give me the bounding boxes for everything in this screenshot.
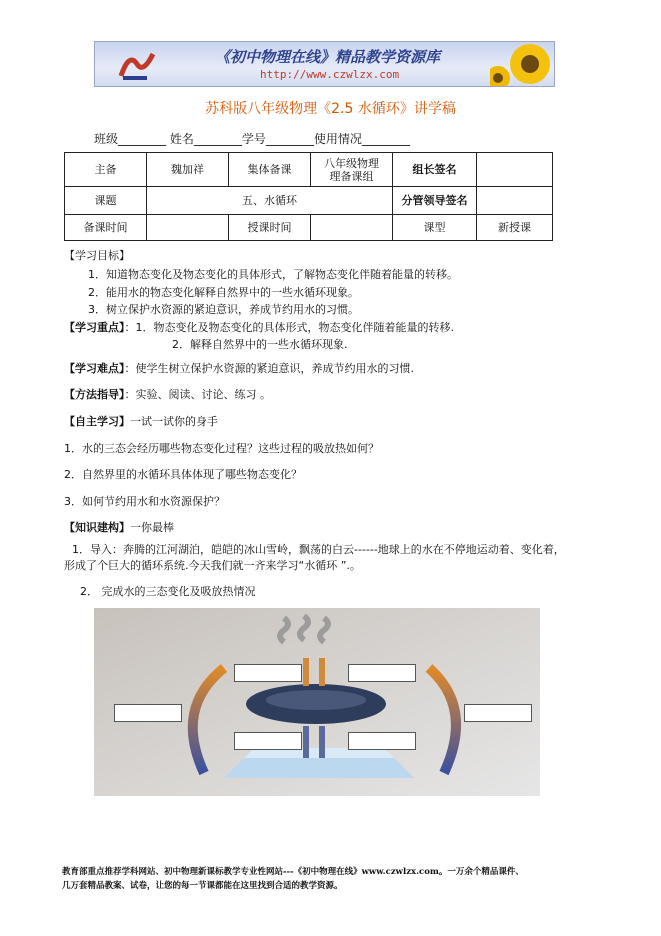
self-study-section [64, 415, 218, 429]
table-row [65, 215, 553, 241]
task-item: 2． 完成水的三态变化及吸放热情况 [80, 585, 256, 598]
student-info-line: 班级________ 姓名________学号________使用情况________ [94, 132, 410, 146]
page-footer [62, 865, 602, 893]
table-cell: 主备 [65, 153, 147, 187]
intro-paragraph: 形成了个巨大的循环系统.今天我们就一齐来学习“水循环 ”.。 [64, 559, 361, 572]
lesson-info-table [64, 152, 553, 241]
table-cell: 分管领导签名 [393, 187, 477, 215]
key-points-header: 【学习重点】 [64, 321, 125, 334]
logo-icon [117, 46, 157, 82]
question-item: 1．水的三态会经历哪些物态变化过程？这些过程的吸放热如何？ [64, 442, 379, 455]
self-study-header: 【自主学习】 [64, 415, 130, 428]
document-title: 苏科版八年级物理《2.5 水循环》讲学稿 [205, 101, 456, 117]
question-item: 3．如何节约用水和水资源保护？ [64, 495, 225, 508]
answer-box[interactable] [234, 664, 302, 682]
knowledge-text: 一你最棒 [130, 521, 174, 534]
difficulty-header: 【学习难点】 [64, 362, 125, 375]
intro-paragraph: 1．导入：奔腾的江河湖泊，皑皑的冰山雪岭，飘荡的白云------地球上的水在不停地运动着、变化着， [72, 543, 565, 556]
table-cell: 魏加祥 [147, 153, 229, 187]
table-cell: 集体备课 [229, 153, 311, 187]
goal-item: 1．知道物态变化及物态变化的具体形式，了解物态变化伴随着能量的转移。 [88, 268, 458, 281]
table-cell: 课题 [65, 187, 147, 215]
goals-header: 【学习目标】 [64, 249, 130, 262]
question-item: 2．自然界里的水循环具体体现了哪些物态变化？ [64, 468, 302, 481]
key-points-text: ：1．物态变化及物态变化的具体形式，物态变化伴随着能量的转移. [124, 321, 454, 334]
knowledge-header: 【知识建构】 [64, 521, 130, 534]
table-cell: 五、水循环 [147, 187, 393, 215]
footer-line: 教育部重点推荐学科网站、初中物理新课标教学专业性网站---《初中物理在线》www.czwlzx.com。一万余个精品课件、 [62, 867, 524, 877]
method-text: ：实验、阅读、讨论、练习 。 [124, 388, 271, 401]
water-cycle-illustration [94, 608, 540, 796]
table-row [65, 153, 553, 187]
header-banner [94, 41, 555, 87]
answer-box[interactable] [234, 732, 302, 750]
answer-box[interactable] [348, 732, 416, 750]
difficulty-section [64, 362, 414, 376]
key-points-section [64, 321, 454, 335]
key-points-line: 2．解释自然界中的一些水循环现象. [172, 338, 348, 351]
answer-box[interactable] [348, 664, 416, 682]
answer-box[interactable] [464, 704, 532, 722]
table-cell: 课型 [393, 215, 477, 241]
table-cell: 组长签名 [393, 153, 477, 187]
self-study-text: 一试一试你的身手 [130, 415, 218, 428]
knowledge-section [64, 521, 174, 535]
table-cell: 新授课 [477, 215, 553, 241]
table-cell [477, 153, 553, 187]
sunflower-icon [490, 42, 554, 86]
method-section [64, 388, 271, 402]
banner-title: 《初中物理在线》精品教学资源库 [215, 48, 441, 66]
table-cell: 八年级物理 理备课组 [311, 153, 393, 187]
table-cell [311, 215, 393, 241]
table-row [65, 187, 553, 215]
table-cell [477, 187, 553, 215]
goal-item: 3．树立保护水资源的紧迫意识，养成节约用水的习惯。 [88, 303, 359, 316]
water-cycle-diagram [94, 608, 540, 796]
table-cell: 备课时间 [65, 215, 147, 241]
goal-item: 2．能用水的物态变化解释自然界中的一些水循环现象。 [88, 286, 359, 299]
method-header: 【方法指导】 [64, 388, 125, 401]
table-cell [147, 215, 229, 241]
difficulty-text: ：使学生树立保护水资源的紧迫意识，养成节约用水的习惯. [124, 362, 414, 375]
table-cell: 授课时间 [229, 215, 311, 241]
banner-url[interactable]: http://www.czwlzx.com [260, 68, 400, 81]
answer-box[interactable] [114, 704, 182, 722]
footer-line: 几万套精品教案、试卷，让您的每一节课都能在这里找到合适的教学资源。 [62, 881, 343, 891]
